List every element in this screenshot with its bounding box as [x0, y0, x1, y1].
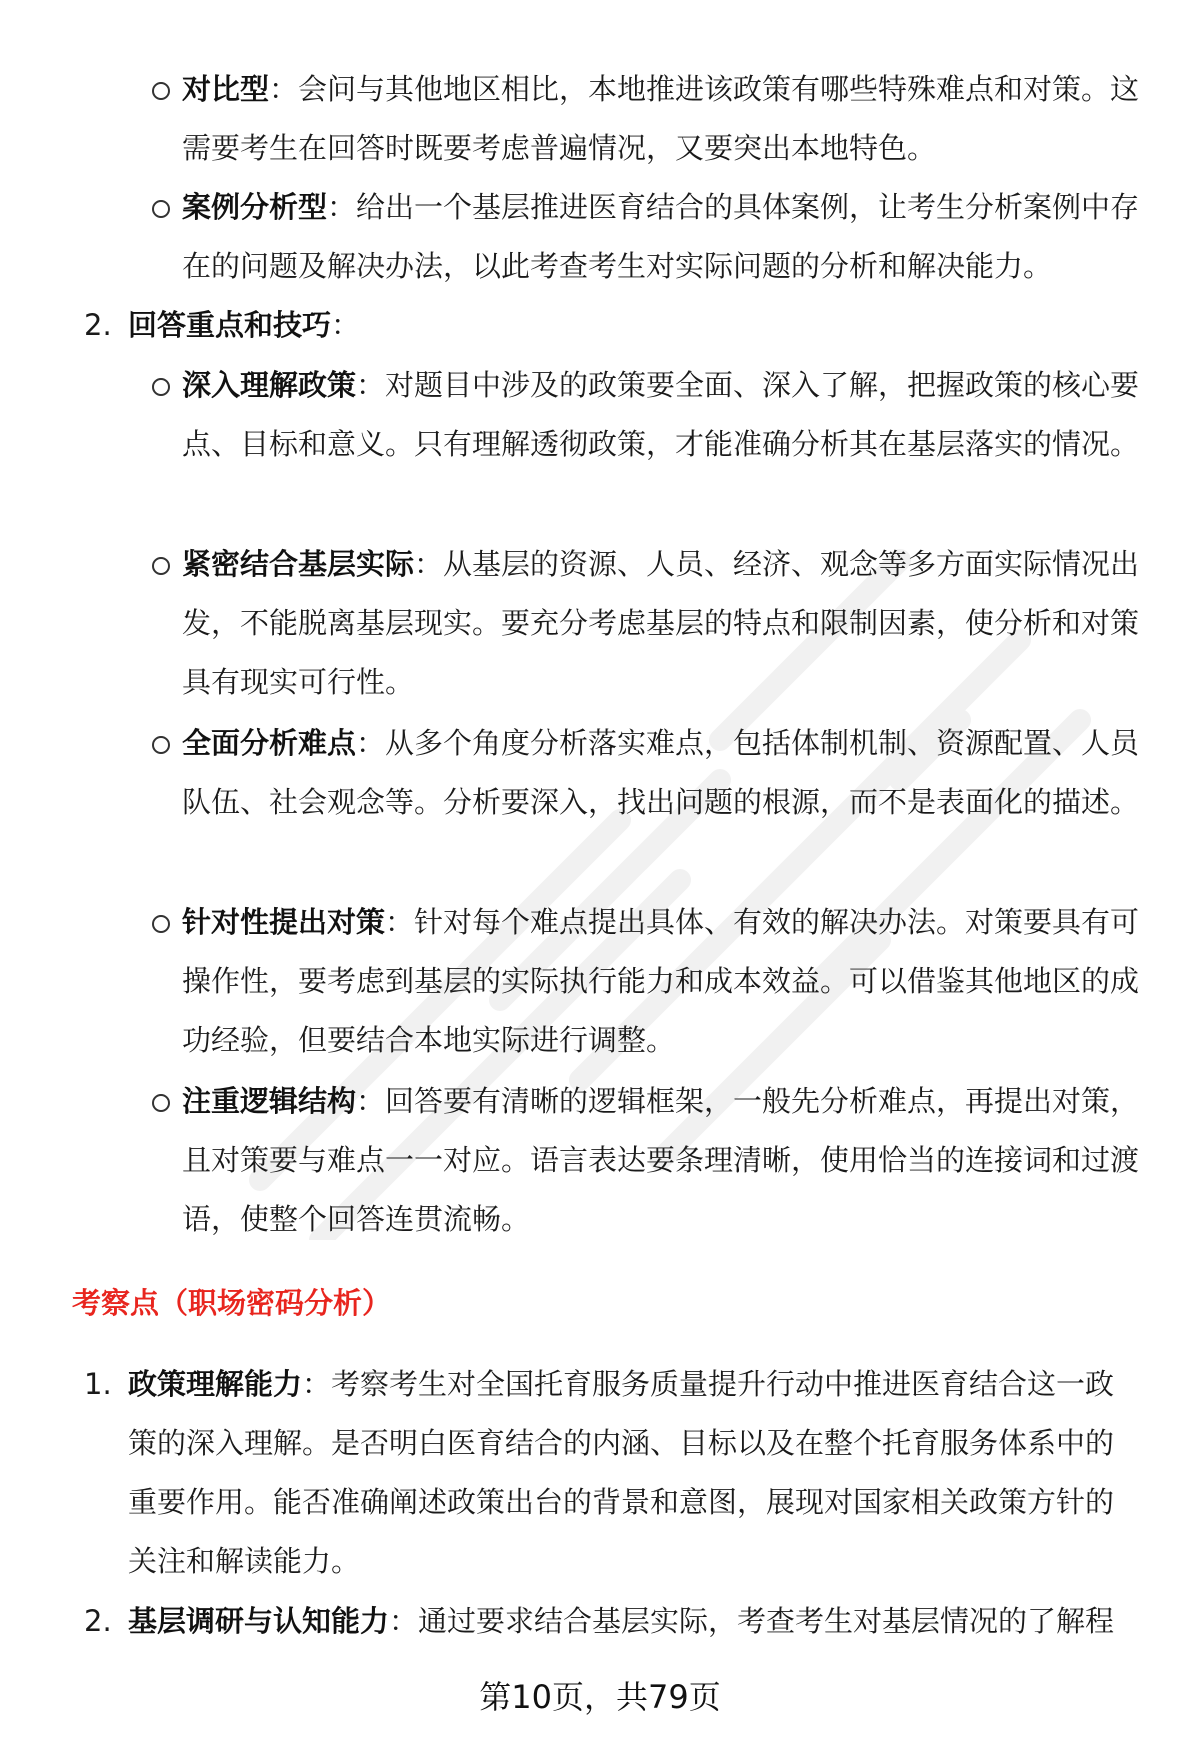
item-text: 从基层的资源、人员、经济、观念等多方面实际情况出发，不能脱离基层现实。要充分考虑基层的特点和限制因素，使分析和对策具有现实可行性。 [182, 547, 1140, 699]
item-term: 政策理解能力 [128, 1367, 303, 1401]
hollow-circle-bullet-icon [152, 736, 170, 754]
item-term: 全面分析难点 [182, 726, 357, 760]
item-term: 注重逻辑结构 [182, 1084, 357, 1118]
item-term: 对比型 [182, 72, 270, 106]
item-text: 从多个角度分析落实难点，包括体制机制、资源配置、人员队伍、社会观念等。分析要深入，找出问题的根源，而不是表面化的描述。 [182, 726, 1140, 819]
item-text: 给出一个基层推进医育结合的具体案例，让考生分析案例中存在的问题及解决办法，以此考查考生对实际问题的分析和解决能力。 [182, 190, 1140, 283]
item-text: 回答要有清晰的逻辑框架，一般先分析难点，再提出对策，且对策要与难点一一对应。语言表达要条理清晰，使用恰当的连接词和过渡语，使整个回答连贯流畅。 [182, 1084, 1140, 1236]
hollow-circle-bullet-icon [152, 1094, 170, 1112]
item-term: 基层调研与认知能力 [128, 1604, 390, 1638]
hollow-circle-bullet-icon [152, 200, 170, 218]
list-number: 2. [84, 308, 112, 342]
item-term: 紧密结合基层实际 [182, 547, 415, 581]
section-heading-exam-points: 考察点（职场密码分析） [72, 1286, 392, 1320]
item-term: 针对性提出对策 [182, 905, 386, 939]
item-title: 回答重点和技巧 [128, 308, 332, 342]
page-number-footer: 第10页，共79页 [479, 1678, 721, 1716]
list-number: 1. [84, 1367, 112, 1401]
item-term: 深入理解政策 [182, 368, 357, 402]
hollow-circle-bullet-icon [152, 557, 170, 575]
hollow-circle-bullet-icon [152, 378, 170, 396]
item-text: 会问与其他地区相比，本地推进该政策有哪些特殊难点和对策。这需要考生在回答时既要考虑普遍情况，又要突出本地特色。 [182, 72, 1140, 165]
list-number: 2. [84, 1604, 112, 1638]
hollow-circle-bullet-icon [152, 915, 170, 933]
item-text: 考察考生对全国托育服务质量提升行动中推进医育结合这一政策的深入理解。是否明白医育结合的内涵、目标以及在整个托育服务体系中的重要作用。能否准确阐述政策出台的背景和意图，展现对国家相关政策方针的关注和解读能力。 [128, 1367, 1115, 1578]
item-text: 对题目中涉及的政策要全面、深入了解，把握政策的核心要点、目标和意义。只有理解透彻政策，才能准确分析其在基层落实的情况。 [182, 368, 1140, 461]
item-text: 通过要求结合基层实际，考查考生对基层情况的了解程 [418, 1604, 1115, 1638]
hollow-circle-bullet-icon [152, 82, 170, 100]
item-term: 案例分析型 [182, 190, 328, 224]
item-text: 针对每个难点提出具体、有效的解决办法。对策要具有可操作性，要考虑到基层的实际执行能力和成本效益。可以借鉴其他地区的成功经验，但要结合本地实际进行调整。 [182, 905, 1140, 1057]
